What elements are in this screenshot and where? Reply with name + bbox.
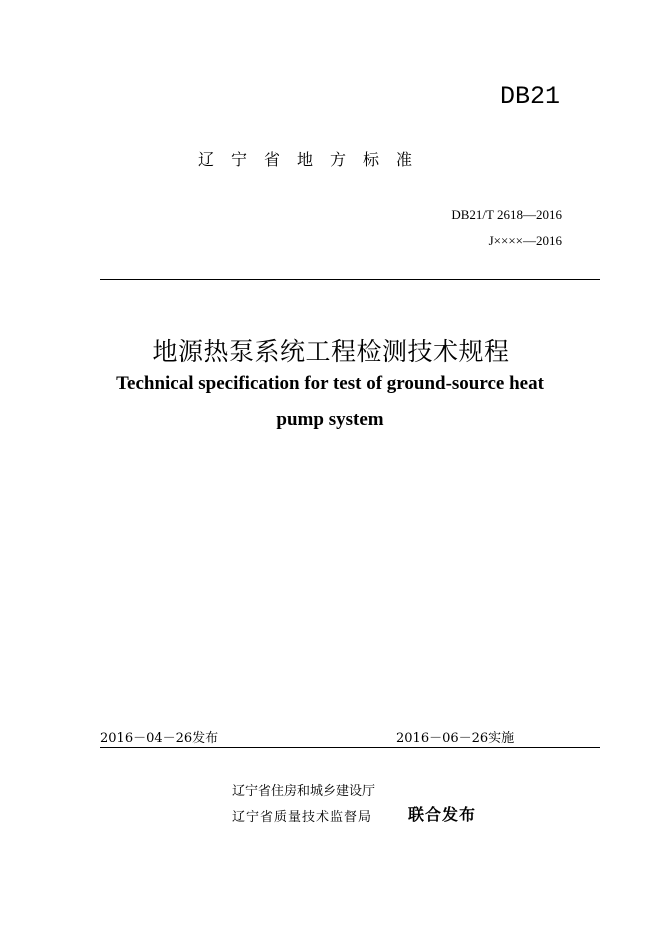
- top-divider: [100, 279, 600, 280]
- standard-number: DB21/T 2618—2016: [451, 207, 562, 222]
- joint-issue-label: 联合发布: [408, 805, 477, 824]
- title-english-line-1: Technical specification for test of ground-source heat: [116, 373, 544, 394]
- issue-date: 2016－04－26发布: [100, 731, 219, 746]
- implementation-date: 2016－06－26实施: [396, 731, 515, 746]
- title-chinese: 地源热泵系统工程检测技术规程: [152, 337, 510, 366]
- standard-code-mark: DB21: [499, 82, 560, 111]
- record-number: J××××—2016: [488, 233, 562, 248]
- bottom-divider: [100, 747, 600, 748]
- issuer-quality-bureau: 辽宁省质量技术监督局: [232, 810, 373, 825]
- standard-type-heading: 辽宁省地方标准: [198, 150, 430, 169]
- title-english-line-2: pump system: [276, 409, 384, 430]
- issuer-housing-department: 辽宁省住房和城乡建设厅: [232, 784, 376, 799]
